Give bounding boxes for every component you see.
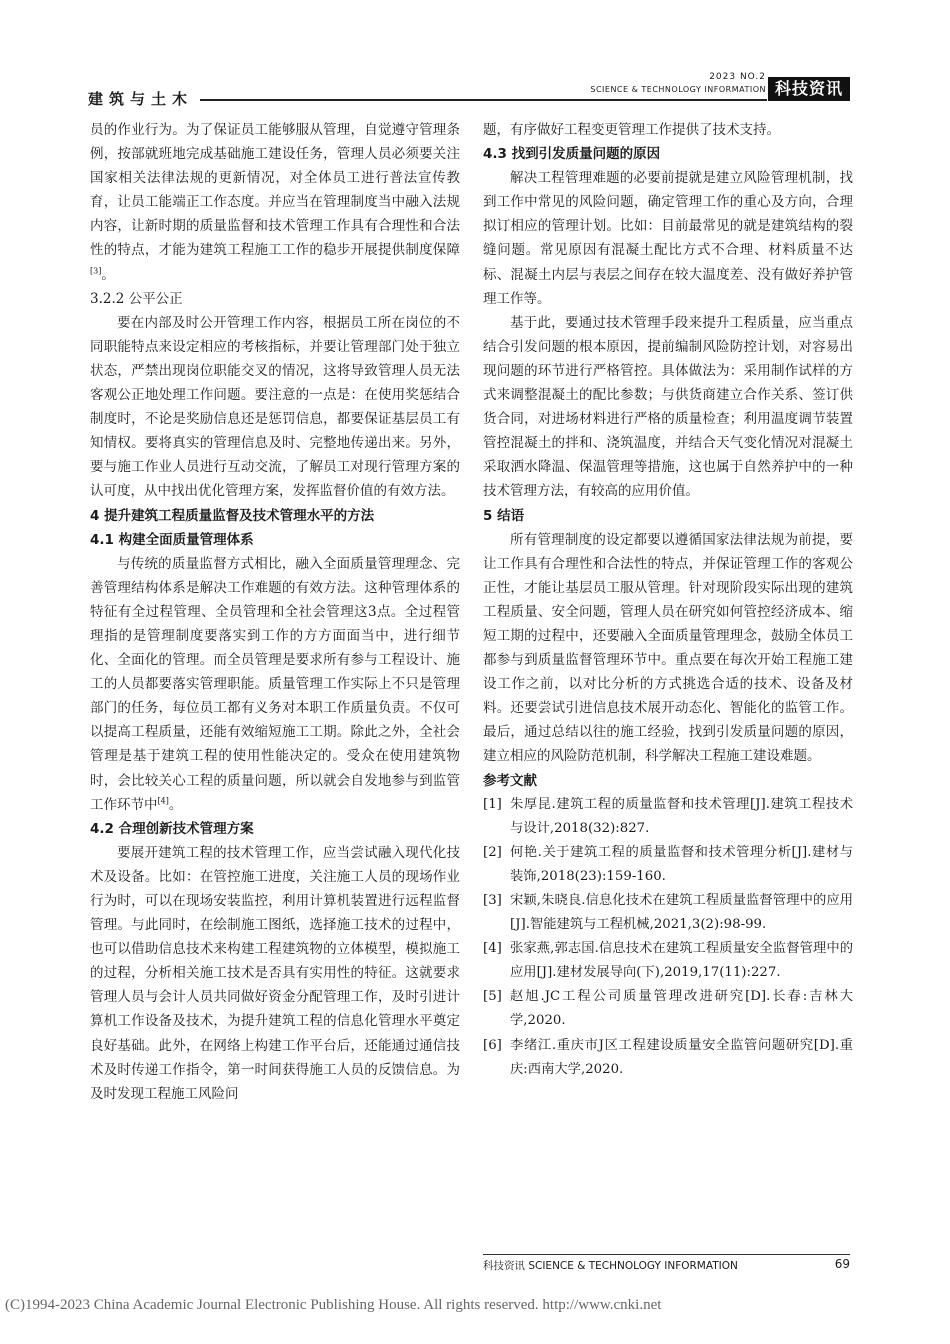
paragraph: 与传统的质量监督方式相比，融入全面质量管理理念、完善管理结构体系是解决工作难题的有效方法。这种管理体系的特征有全过程管理、全员管理和全社会管理这3点。全过程管理指的是管理制度要落实到工作的方方面面当中，进行细节化、全面化的管理。而全员管理是要求所有参与工程设计、施工的人员都要落实管理职能。质量管理工作实际上不只是管理部门的任务，每位员工都有义务对本职工作质量负责。不仅可以提高工程质量，还能有效缩短施工工期。除此之外，全社会管理是基于建筑工程的使用性能决定的。受众在使用建筑物时，会比较关心工程的质量问题，所以就会自发地参与到监管工作环节中[4]。	[90, 555, 460, 813]
citation: [4]	[157, 796, 169, 806]
reference-item: [4] 张家燕,郭志国.信息技术在建筑工程质量安全监督管理中的应用[J].建材发展导向(下),2019,17(11):227.	[483, 941, 853, 981]
reference-item: [5] 赵旭.JC工程公司质量管理改进研究[D].长春:吉林大学,2020.	[483, 989, 853, 1029]
journal-brand: 科技资讯	[768, 77, 850, 101]
right-column	[483, 118, 853, 1082]
footer-journal: 科技资讯 SCIENCE & TECHNOLOGY INFORMATION	[483, 1260, 738, 1272]
paragraph: 题，有序做好工程变更管理工作提供了技术支持。	[483, 122, 780, 138]
copyright-notice: (C)1994-2023 China Academic Journal Electronic Publishing House. All rights reserved. http://www.cnki.net	[5, 1297, 662, 1313]
page-number: 69	[834, 1257, 850, 1271]
header-rule	[200, 99, 767, 101]
subsection-heading-3-2-2: 3.2.2 公平公正	[90, 290, 183, 307]
paragraph: 基于此，要通过技术管理手段来提升工程质量，应当重点结合引发问题的根本原因，提前编制风险防控计划，对容易出现问题的环节进行严格管控。具体做法为：采用制作试样的方式来调整混凝土的配比参数；与供货商建立合作关系、签订供货合同，对进场材料进行严格的质量检查；利用温度调节装置管控混凝土的拌和、浇筑温度，并结合天气变化情况对混凝土采取洒水降温、保温管理等措施，这也属于自然养护中的一种技术管理方法，有较高的应用价值。	[483, 314, 853, 500]
section-heading-4: 4 提升建筑工程质量监督及技术管理水平的方法	[90, 507, 375, 524]
paragraph: 要在内部及时公开管理工作内容，根据员工所在岗位的不同职能特点来设定相应的考核指标，并要让管理部门处于独立状态，严禁出现岗位职能交叉的情况，这将导致管理人员无法客观公正地处理工作问题。要注意的一点是：在使用奖惩结合制度时，不论是奖励信息还是惩罚信息，都要保证基层员工有知情权。要将真实的管理信息及时、完整地传递出来。另外，要与施工作业人员进行互动交流，了解员工对现行管理方案的认可度，从中找出优化管理方案，发挥监督价值的有效方法。	[90, 314, 460, 500]
running-head-section: 建筑与土木	[88, 90, 194, 108]
paragraph: 解决工程管理难题的必要前提就是建立风险管理机制，找到工作中常见的风险问题，确定管理工作的重心及方向，合理拟订相应的管理计划。比如：目前最常见的就是建筑结构的裂缝问题。常见原因有混凝土配比方式不合理、材料质量不达标、混凝土内层与表层之间存在较大温度差、没有做好养护管理工作等。	[483, 170, 853, 307]
section-heading-5: 5 结语	[483, 507, 525, 524]
issue-number: 2023 NO.2	[709, 72, 766, 82]
paragraph: 员的作业行为。为了保证员工能够服从管理，自觉遵守管理条例，按部就班地完成基础施工建设任务，管理人员必须要关注国家相关法律法规的更新情况，对全体员工进行普法宣传教育，让员工能端正工作态度。并应当在管理制度当中融入法规内容，让新时期的质量监督和技术管理工作具有合理性和合法性的特点，才能为建筑工程施工工作的稳步开展提供制度保障[3]。	[90, 122, 460, 283]
journal-english-name: SCIENCE & TECHNOLOGY INFORMATION	[590, 85, 766, 94]
section-heading-4-1: 4.1 构建全面质量管理体系	[90, 531, 254, 548]
left-column	[90, 118, 460, 1106]
reference-item: [1] 朱厚昆.建筑工程的质量监督和技术管理[J].建筑工程技术与设计,2018(32):827.	[483, 796, 853, 836]
footer-rule	[483, 1254, 850, 1255]
section-heading-4-2: 4.2 合理创新技术管理方案	[90, 820, 254, 837]
reference-item: [3] 宋颖,朱晓良.信息化技术在建筑工程质量监督管理中的应用[J].智能建筑与工程机械,2021,3(2):98-99.	[483, 893, 853, 933]
reference-list	[483, 793, 853, 1082]
paragraph: 所有管理制度的设定都要以遵循国家法律法规为前提，要让工作具有合理性和合法性的特点，并保证管理工作的客观公正性，才能让基层员工服从管理。针对现阶段实际出现的建筑工程质量、安全问题，管理人员在研究如何管控经济成本、缩短工期的过程中，还要融入全面质量管理理念，鼓励全体员工都参与到质量监督管理环节中。重点要在每次开始工程施工建设工作之前，以对比分析的方式挑选合适的技术、设备及材料。还要尝试引进信息技术展开动态化、智能化的监管工作。最后，通过总结以往的施工经验，找到引发质量问题的原因，建立相应的风险防范机制，科学解决工程施工建设难题。	[483, 531, 853, 765]
reference-item: [2] 何艳.关于建筑工程的质量监督和技术管理分析[J].建材与装饰,2018(23):159-160.	[483, 844, 853, 884]
citation: [3]	[90, 266, 102, 276]
section-heading-4-3: 4.3 找到引发质量问题的原因	[483, 146, 661, 163]
reference-item: [6] 李绪江.重庆市J区工程建设质量安全监管问题研究[D].重庆:西南大学,2020.	[483, 1037, 853, 1077]
references-heading: 参考文献	[483, 772, 537, 789]
paragraph: 要展开建筑工程的技术管理工作，应当尝试融入现代化技术及设备。比如：在管控施工进度，关注施工人员的现场作业行为时，可以在现场安装监控，利用计算机装置进行远程监督管理。与此同时，在绘制施工图纸，选择施工技术的过程中，也可以借助信息技术来构建工程建筑物的立体模型，模拟施工的过程，分析相关施工技术是否具有实用性的特征。这就要求管理人员与会计人员共同做好资金分配管理工作，及时引进计算机工作设备及技术，为提升建筑工程的信息化管理水平奠定良好基础。此外，在网络上构建工作平台后，还能通过通信技术及时传递工作指令，第一时间获得施工人员的反馈信息。为及时发现工程施工风险问	[90, 844, 460, 1102]
